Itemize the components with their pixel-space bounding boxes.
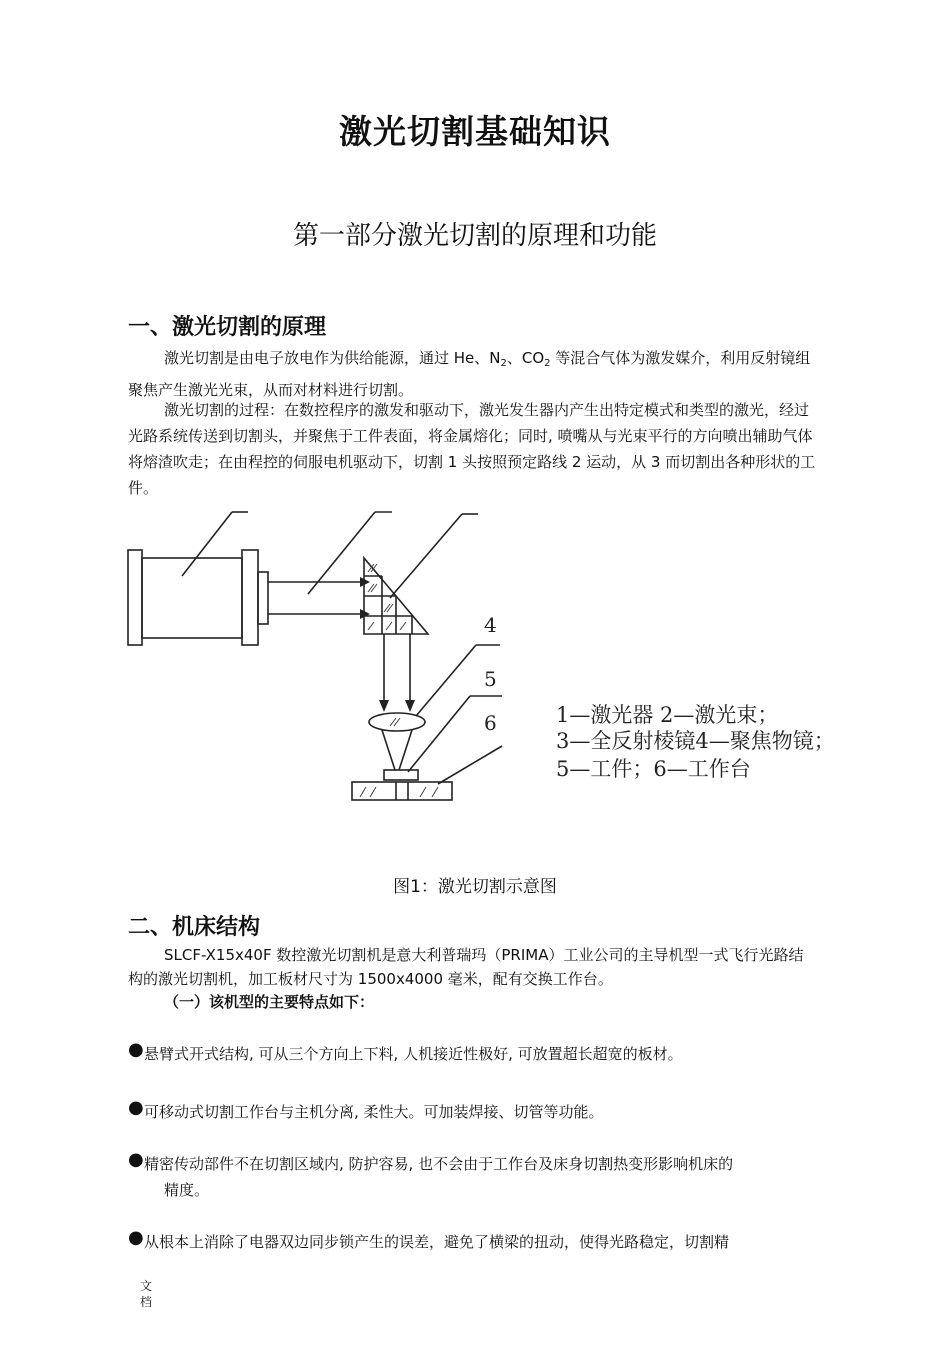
legend-line-3: 5—工件；6—工作台 xyxy=(556,757,751,781)
label-6: 6 xyxy=(484,711,497,735)
bullet-dot-icon: ● xyxy=(128,1149,144,1170)
legend-line-1: 1—激光器 2—激光束； xyxy=(556,703,779,727)
section1-heading: 一、激光切割的原理 xyxy=(128,315,327,340)
feature-bullet-2: ● 可移动式切割工作台与主机分离, 柔性大。可加装焊接、切管等功能。 xyxy=(128,1097,604,1121)
page-footer: 文档 xyxy=(140,1279,153,1309)
section1-paragraph-2: 激光切割的过程：在数控程序的激发和驱动下，激光发生器内产生出特定模式和类型的激光，经过光路系统传送到切割头，并聚焦于工件表面，将金属熔化；同时, 喷嘴从与光束平行的方向喷出辅助气体将熔渣吹走；在由程控的伺服电机驱动下，切割 1 头按照预定路线 2 运动，从 3 而切割出各种形状的工件。 xyxy=(128,401,816,497)
label-4: 4 xyxy=(484,613,497,637)
bullet-dot-icon: ● xyxy=(128,1039,144,1060)
laser-cutting-diagram xyxy=(120,500,880,810)
bullet-dot-icon: ● xyxy=(128,1097,144,1118)
section2-paragraph: SLCF-X15x40F 数控激光切割机是意大利普瑞玛（PRIMA）工业公司的主导机型一式飞行光路结构的激光切割机，加工板材尺寸为 1500x4000 毫米，配有交换工作台。 xyxy=(128,946,804,988)
laser-body xyxy=(142,558,242,638)
bullet-dot-icon: ● xyxy=(128,1227,144,1248)
feature-bullet-1: ● 悬臂式开式结构, 可从三个方向上下料, 人机接近性极好, 可放置超长超宽的板材。 xyxy=(128,1039,683,1063)
label-5: 5 xyxy=(484,667,497,691)
part-subtitle: 第一部分激光切割的原理和功能 xyxy=(292,221,657,251)
section1-paragraph-1: 激光切割是由电子放电作为供给能源，通过 He、$N_2$、$CO_2$ 等混合气体为激发媒介，利用反射镜组聚焦产生激光光束，从而对材料进行切割。 xyxy=(128,349,811,399)
figure-caption: 图1：激光切割示意图 xyxy=(393,877,557,897)
features-subheading: （一）该机型的主要特点如下： xyxy=(164,993,375,1011)
legend-line-2: 3—全反射棱镜4—聚焦物镜； xyxy=(556,729,835,753)
section2-heading: 二、机床结构 xyxy=(128,915,261,940)
laser-endcap-right xyxy=(242,550,258,645)
laser-output-port xyxy=(258,572,268,624)
feature-bullet-3: ● 精密传动部件不在切割区域内, 防护容易, 也不会由于工作台及床身切割热变形影响机床的 精度。 xyxy=(128,1149,734,1199)
laser-endcap-left xyxy=(128,550,142,645)
document-title: 激光切割基础知识 xyxy=(339,112,611,151)
feature-bullet-4: ● 从根本上消除了电器双边同步锁产生的误差，避免了横梁的扭动，使得光路稳定，切割精 xyxy=(128,1227,730,1251)
